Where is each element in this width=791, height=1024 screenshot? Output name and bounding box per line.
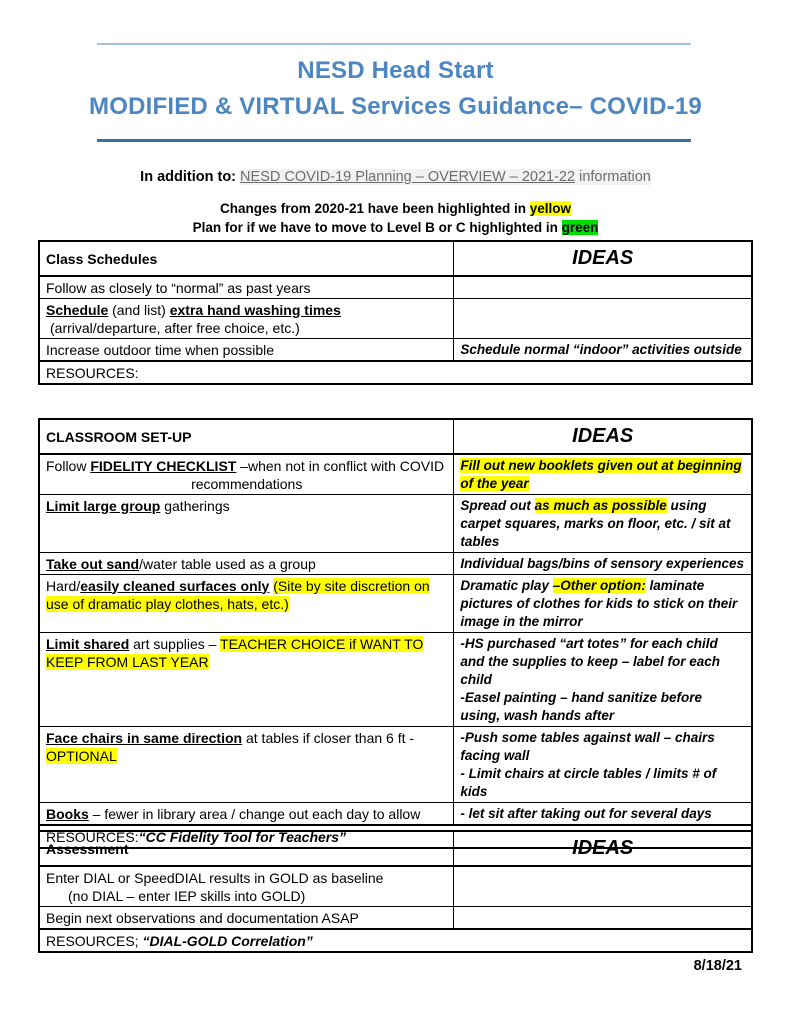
guidance-cell xyxy=(39,575,454,633)
green-legend-highlight: green xyxy=(561,220,599,235)
assessment-table xyxy=(38,830,753,953)
text-run: (and list) xyxy=(108,301,170,318)
ideas-cell xyxy=(454,633,752,727)
text-run: “DIAL-GOLD Correlation” xyxy=(142,932,313,949)
cell-line xyxy=(46,341,447,359)
text-run: using carpet squares, marks on floor, etc. / sit at tables xyxy=(460,497,731,549)
table-row xyxy=(39,727,752,803)
text-run: - Limit chairs at circle tables / limits # of kids xyxy=(460,765,717,799)
addition-suffix: information xyxy=(575,169,651,185)
text-run: /water table used as a group xyxy=(139,555,316,572)
table-header-row xyxy=(39,419,752,454)
cell-line xyxy=(46,319,447,337)
cell-line xyxy=(460,577,745,631)
guidance-cell xyxy=(39,866,454,907)
text-run: laminate pictures of clothes for kids to stick on their image in the mirror xyxy=(460,577,738,629)
cell-line xyxy=(46,635,447,671)
cell-line xyxy=(46,869,447,887)
cell-line xyxy=(46,805,447,823)
cell-line xyxy=(460,805,745,823)
text-run: Begin next observations and documentation ASAP xyxy=(46,909,359,926)
text-run: Schedule normal “indoor” activities outside xyxy=(460,341,742,357)
text-run: easily cleaned surfaces only xyxy=(80,577,270,594)
yellow-legend-text: Changes from 2020-21 have been highlighted in xyxy=(219,201,530,216)
ideas-column-header: IDEAS xyxy=(454,241,752,276)
ideas-column-header: IDEAS xyxy=(454,831,752,866)
document-title-line2: MODIFIED & VIRTUAL Services Guidance– COVID-19 xyxy=(89,93,702,120)
text-run: as much as possible xyxy=(534,497,667,513)
guidance-cell xyxy=(39,339,454,362)
cell-line xyxy=(46,887,447,905)
text-run: (no DIAL – enter IEP skills into GOLD) xyxy=(68,887,306,904)
table-header-row xyxy=(39,831,752,866)
text-run: at tables if closer than 6 ft - xyxy=(242,729,415,746)
text-run: Hard/ xyxy=(46,577,81,594)
guidance-cell xyxy=(39,299,454,339)
cell-line xyxy=(460,689,745,725)
text-run: FIDELITY CHECKLIST xyxy=(90,457,237,474)
guidance-cell xyxy=(39,803,454,826)
text-run: art supplies – xyxy=(129,635,221,652)
cell-line xyxy=(460,341,745,359)
text-run: -Push some tables against wall – chairs facing wall xyxy=(460,729,715,763)
document-title-line1: NESD Head Start xyxy=(297,57,494,84)
ideas-cell xyxy=(454,454,752,495)
table-row xyxy=(39,575,752,633)
text-run: recommendations xyxy=(191,475,303,492)
text-run: - let sit after taking out for several days xyxy=(460,805,712,821)
cell-line xyxy=(46,301,447,319)
top-divider-line xyxy=(97,43,691,45)
cell-line xyxy=(46,909,447,927)
table-row xyxy=(39,299,752,339)
resources-row xyxy=(39,361,752,384)
ideas-cell xyxy=(454,339,752,362)
cell-line xyxy=(46,577,447,613)
text-run: RESOURCES: xyxy=(46,364,139,381)
guidance-cell xyxy=(39,727,454,803)
text-run: “CC Fidelity Tool for Teachers” xyxy=(138,828,347,845)
cell-line xyxy=(46,497,447,515)
table-row xyxy=(39,633,752,727)
title-underline xyxy=(97,139,691,142)
cell-line xyxy=(460,765,745,801)
resources-cell xyxy=(39,929,752,952)
text-run: (Site by site discretion on use of dramatic play clothes, hats, etc.) xyxy=(46,577,430,612)
guidance-cell xyxy=(39,907,454,930)
cell-line xyxy=(460,457,745,493)
table-section-title: Assessment xyxy=(39,831,454,866)
green-legend-note xyxy=(0,220,791,235)
text-run: Increase outdoor time when possible xyxy=(46,341,275,358)
text-run: Limit shared xyxy=(46,635,130,652)
guidance-cell xyxy=(39,553,454,575)
ideas-cell xyxy=(454,727,752,803)
text-run: gatherings xyxy=(160,497,230,514)
classroom-setup-table xyxy=(38,418,753,849)
text-run: –Other option: xyxy=(552,577,646,593)
text-run: Enter DIAL or SpeedDIAL results in GOLD as baseline xyxy=(46,869,384,886)
ideas-cell xyxy=(454,276,752,299)
text-run: –when not in conflict with COVID xyxy=(236,457,445,474)
table-row xyxy=(39,339,752,362)
text-run: OPTIONAL xyxy=(46,747,117,764)
cell-line xyxy=(46,729,447,765)
table-section-title: Class Schedules xyxy=(39,241,454,276)
ideas-cell xyxy=(454,575,752,633)
ideas-cell xyxy=(454,866,752,907)
text-run: Individual bags/bins of sensory experiences xyxy=(460,555,744,571)
cell-line xyxy=(46,279,447,297)
table-row xyxy=(39,495,752,553)
text-run: -HS purchased “art totes” for each child and the supplies to keep – label for each child xyxy=(460,635,720,687)
text-run: Dramatic play xyxy=(460,577,553,593)
ideas-cell xyxy=(454,299,752,339)
resources-row xyxy=(39,929,752,952)
text-run: Follow xyxy=(46,457,91,474)
table-row xyxy=(39,553,752,575)
ideas-cell xyxy=(454,803,752,826)
table-row xyxy=(39,907,752,930)
overview-document-link[interactable]: NESD COVID-19 Planning – OVERVIEW – 2021-22 xyxy=(240,169,576,185)
text-run: Face chairs in same direction xyxy=(46,729,243,746)
ideas-cell xyxy=(454,907,752,930)
ideas-column-header: IDEAS xyxy=(454,419,752,454)
cell-line xyxy=(460,635,745,689)
text-run: Spread out xyxy=(460,497,535,513)
text-run: – fewer in library area / change out each day to allow xyxy=(88,805,421,822)
addition-note xyxy=(0,169,791,185)
cell-line xyxy=(46,555,447,573)
table-header-row xyxy=(39,241,752,276)
text-run: (arrival/departure, after free choice, etc.) xyxy=(50,319,300,336)
table-row xyxy=(39,803,752,826)
cell-line xyxy=(460,497,745,551)
table-row xyxy=(39,276,752,299)
guidance-cell xyxy=(39,495,454,553)
green-legend-text: Plan for if we have to move to Level B or C highlighted in xyxy=(192,220,562,235)
ideas-cell xyxy=(454,495,752,553)
table-section-title: CLASSROOM SET-UP xyxy=(39,419,454,454)
cell-line xyxy=(46,457,447,475)
text-run: Follow as closely to “normal” as past years xyxy=(46,279,311,296)
table-row xyxy=(39,866,752,907)
text-run: RESOURCES; xyxy=(46,932,143,949)
table-row xyxy=(39,454,752,495)
class-schedules-table xyxy=(38,240,753,385)
cell-line xyxy=(460,729,745,765)
text-run: Take out sand xyxy=(46,555,140,572)
yellow-legend-highlight: yellow xyxy=(529,201,572,216)
text-run: Fill out new booklets given out at beginning of the year xyxy=(460,457,742,491)
text-run: Limit large group xyxy=(46,497,161,514)
guidance-cell xyxy=(39,633,454,727)
ideas-cell xyxy=(454,553,752,575)
text-run: Books xyxy=(46,805,89,822)
guidance-cell xyxy=(39,276,454,299)
cell-line xyxy=(460,555,745,573)
guidance-cell xyxy=(39,454,454,495)
footer-date: 8/18/21 xyxy=(693,958,742,974)
yellow-legend-note xyxy=(0,201,791,216)
text-run: -Easel painting – hand sanitize before using, wash hands after xyxy=(460,689,702,723)
cell-line xyxy=(46,475,447,493)
resources-cell xyxy=(39,361,752,384)
text-run: extra hand washing times xyxy=(169,301,341,318)
text-run: TEACHER CHOICE if WANT TO KEEP FROM LAST YEAR xyxy=(46,635,424,670)
addition-prefix: In addition to: xyxy=(140,169,241,185)
text-run: Schedule xyxy=(46,301,109,318)
text-run: RESOURCES: xyxy=(46,828,139,845)
